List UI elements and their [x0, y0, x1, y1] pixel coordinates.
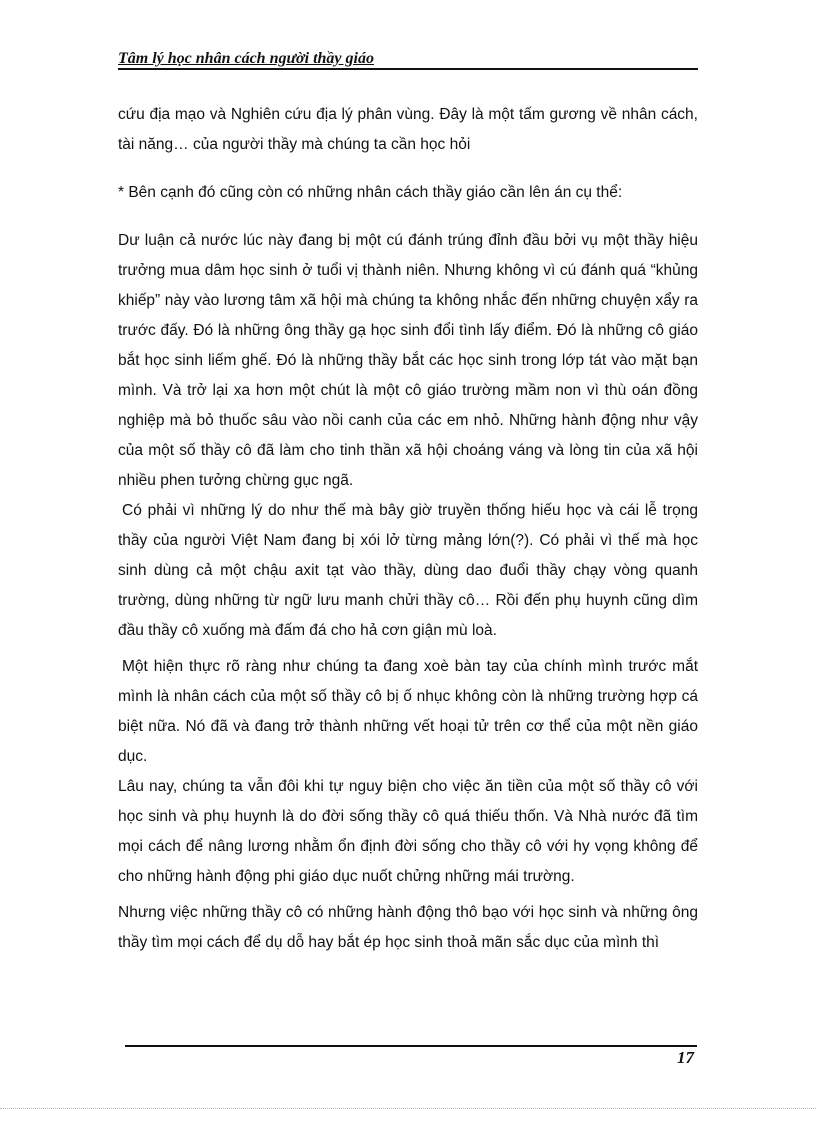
header-title: Tâm lý học nhân cách người thầy giáo [118, 50, 374, 67]
paragraph-7: Nhưng việc những thầy cô có những hành động thô bạo với học sinh và những ông thầy tìm mọi cách để dụ dỗ hay bắt ép học sinh thoả mãn sắc dục của mình thì [118, 904, 698, 951]
paragraph-1: cứu địa mạo và Nghiên cứu địa lý phân vùng. Đây là một tấm gương về nhân cách, tài năng… của người thầy mà chúng ta cần học hỏi [118, 106, 698, 153]
paragraph-2: * Bên cạnh đó cũng còn có những nhân cách thầy giáo cần lên án cụ thể: [118, 184, 623, 201]
paragraph-6: Lâu nay, chúng ta vẫn đôi khi tự nguy biện cho việc ăn tiền của một số thầy cô với học sinh và phụ huynh là do đời sống thầy cô quá thiếu thốn. Và Nhà nước đã tìm mọi cách để nâng lương nhằm ổn định đời sống cho thầy cô với hy vọng không để cho những hành động phi giáo dục nuốt chửng những mái trường. [118, 778, 698, 885]
header-rule [118, 68, 698, 70]
page-number: 17 [677, 1048, 694, 1067]
footer-rule [125, 1045, 697, 1047]
paragraph-3: Dư luận cả nước lúc này đang bị một cú đánh trúng đỉnh đầu bởi vụ một thầy hiệu trưởng mua dâm học sinh ở tuổi vị thành niên. Nhưng không vì cú đánh quá “khủng khiếp” này vào lương tâm xã hội mà chúng ta không nhắc đến những chuyện xẩy ra trước đấy. Đó là những ông thầy gạ học sinh đổi tình lấy điểm. Đó là những cô giáo bắt học sinh liếm ghế. Đó là những thầy bắt các học sinh trong lớp tát vào mặt bạn mình. Và trở lại xa hơn một chút là một cô giáo trường mầm non vì thù oán đồng nghiệp mà bỏ thuốc sâu vào nồi canh của các em nhỏ. Những hành động như vậy của một số thầy cô đã làm cho tinh thần xã hội choáng váng và lòng tin của xã hội nhiều phen tưởng chừng gục ngã. [118, 232, 698, 489]
paragraph-4: Có phải vì những lý do như thế mà bây giờ truyền thống hiếu học và cái lễ trọng thầy của người Việt Nam đang bị xói lở từng mảng lớn(?). Có phải vì thế mà học sinh dùng cả một chậu axit tạt vào thầy, dùng dao đuổi thầy chạy vòng quanh trường, dùng những từ ngữ lưu manh chửi thầy cô… Rồi đến phụ huynh cũng dìm đầu thầy cô xuống mà đấm đá cho hả cơn giận mù loà. [118, 502, 698, 639]
document-body [118, 100, 698, 958]
paragraph-5: Một hiện thực rõ ràng như chúng ta đang xoè bàn tay của chính mình trước mắt mình là nhân cách của một số thầy cô bị ố nhục không còn là những trường hợp cá biệt nữa. Nó đã và đang trở thành những vết hoại tử trên cơ thể của một nền giáo dục. [118, 658, 698, 765]
page-bottom-border [0, 1108, 816, 1109]
